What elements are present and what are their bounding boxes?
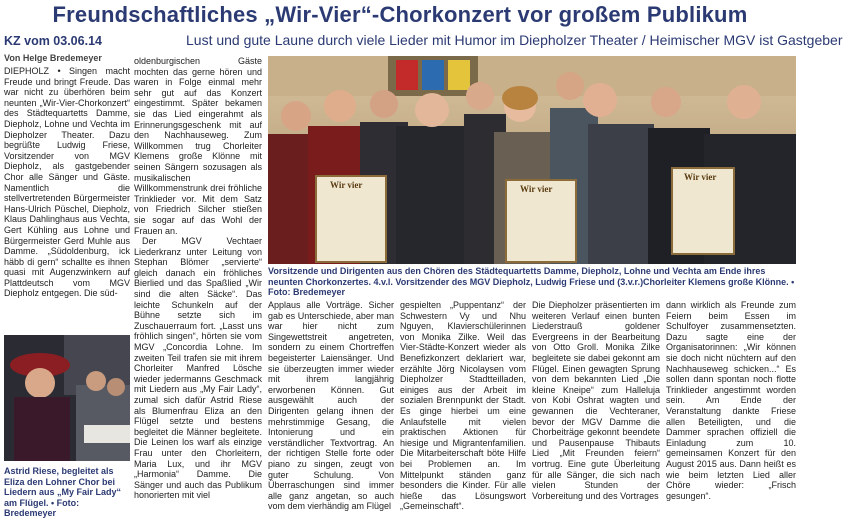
article-text: oldenburgischen Gäste mochten das gerne hören und waren in Folge einmal mehr sehr gut auf das Konzert eingestimmt. Später bekamen sie das Lied eingerahmt als Erinnerungsgeschenk mit auf den Nachhauseweg. Zum Willkommen trug Chorleiter Klemens große Klönne mit seinen Sängern sozusagen als musikalischen Willkommenstrunk drei fröhliche Trinklieder vor. Mit dem Satz von Friedrich Silcher stießen sie sogar auf das Wohl der Frauen an. [134,56,262,236]
article-column-1 [4,66,130,334]
article-text: Der MGV Vechtaer Liederkranz unter Leitung von Stephan Blömer „servierte“ gleich danach ein fröhliches Bierlied und das Spaßlied „Wir sind die alten Säcke“. Das leichte Schunkeln auf der Bühne setzte sich im Zuschauerraum fort. „Lasst uns fröhlich singen“, hörten sie vom MGV „Concordia Lohne. Im zweiten Teil trafen sie mit ihrem Chorleiter Manfred Lösche wieder jedermanns Geschmack mit Liedern aus „My Fair Lady“, zumal sich dafür Astrid Riese als Blumenfrau Eliza an den Flügel setzte und bestens begleitet die Männer begleitete. Die Leinen los warf als einzige Frau unter den Chorleitern, Maria Lux, und ihr MGV „Harmonia“ Damme. Die Sänger und auch das Publikum honorierten mit viel [134,236,262,501]
article-column-3 [268,300,394,510]
photo-caption-main: Vorsitzende und Dirigenten aus den Chören des Städtequartetts Damme, Diepholz, Lohne und Vechta am Ende ihres neunten Chorkonzertes. 4.v.l. Vorsitzender des MGV Diepholz, Ludwig Friese und (3.v.r.)Chorleiter Klemens große Klönne. • Foto: Bredemeyer [268,266,795,298]
article-column-4 [400,300,526,510]
article-column-5 [532,300,660,510]
article-text: DIEPHOLZ • Singen macht Freude und bringt Freude. Das war nicht zu überhören beim neunten „Wir-Vier-Chorkonzert“ des Städtequartetts Damme, Diepholz, Lohne und Vechta im Diepholzer Theater. Dazu begrüßte Ludwig Friese, Vorsitzender von MGV Diepholz, als gastgebender Chor alle Sänger und Gäste. Namentlich die stellvertretenden Bürgermeister Hans-Ulrich Püschel, Diepholz, Klaus Dahlinghaus aus Vechta, Gert Kühling aus Lohne und Bürgermeister Gerd Muhle aus Damme. „Südoldenburg, ick häbb di gern“ schallte es ihnen quasi mit Augenzwinkern auf Plattdeutsch vom MGV Diepholz entgegen. Die süd- [4,66,130,299]
certificate-label: Wir vier [520,184,553,194]
group-photo [268,56,796,264]
article-text: Die Diepholzer präsentierten im weiteren Verlauf einen bunten Liederstrauß goldener Evergreens in der Bearbeitung von Otto Groll. Monika Zilke begleitete sie dabei gekonnt am Flügel. Einen gewagten Sprung von dem bekannten Lied „Die kleine Kneipe“ zum Halleluja von Kobi Oshrat wagten und gewannen die Vechteraner, bevor der MGV Damme die Chorbeiträge gekonnt beendete und Pausenpause Thibauts Lied „Mit Freunden feiern“ vortrug. Eine gute Überleitung für alle Sänger, die sich nach vielen Stunden der Vorbereitung und des Vortrages [532,300,660,501]
photo-caption-small: Astrid Riese, begleitet als Eliza den Lohner Chor bei Liedern aus „My Fair Lady“ am Flügel. • Foto: Bredemeyer [4,466,122,519]
article-text: Applaus alle Vorträge. Sicher gab es Unterschiede, aber man war hier nicht zum Singewettstreit angetreten, sondern zu einem Chortreffen begeisterter Laiensänger. Und sie überzeugten immer wieder mit ihrem langjährig erworbenen Können. Gut ausgewählt auch der Dirigenten gelang ihnen der mehrstimmige Gesang, die Intonierung und ein verständlicher Textvortrag. An der richtigen Stelle forte oder piano zu singen, zeugt von guter Schulung. Von Überraschungen sind immer alle ganz angetan, so auch vom dem vierhändig am Flügel [268,300,394,512]
article-column-2 [134,56,262,508]
dateline: KZ vom 03.06.14 [4,34,102,48]
singer-photo-image [4,335,130,461]
certificate-label: Wir vier [330,180,363,190]
author-byline: Von Helge Bredemeyer [4,53,102,63]
article-column-6 [666,300,796,510]
article-text: dann wirklich als Freunde zum Feiern beim Essen im Schulfoyer zusammensetzten. Dazu sagte eine der Organisatorinnen: „Wir können sie doch nicht nüchtern auf den Nachhauseweg schicken...“ Es sollen dann spontan noch flotte Trinklieder angestimmt worden sein. Am Ende der Veranstaltung dankte Friese allen Beteiligten, und die Dammer sprachen offiziell die Einladung zum 10. gemeinsamen Konzert für den August 2015 aus. Dann heißt es wie beim letzten Lied aller Chöre wieder: „Frisch gesungen“. [666,300,796,501]
singer-photo [4,335,130,461]
article-text: gespielten „Puppentanz“ der Schwestern Vy und Nhu Nguyen, Klavierschülerinnen von Monika Zilke. Weil das Vier-Städte-Konzert wieder als Benefizkonzert deklariert war, erzählte Jörg Nicolaysen vom Diepholzer Stadtteilladen, einiges aus der Arbeit im sozialen Brennpunkt der Stadt. Es ginge hierbei um eine Anlaufstelle mit vielen praktischen Aktionen für hiesige und Migrantenfamilien. Die Mitarbeiterschaft böte Hilfe bei Problemen an. Im Mittelpunkt ständen ganz besonders die Kinder. Für alle hieße das Lösungswort „Gemeinschaft“. [400,300,526,512]
subheadline: Lust und gute Laune durch viele Lieder mit Humor im Diepholzer Theater / Heimischer MGV ist Gastgeber [186,32,843,48]
certificate-label: Wir vier [684,172,717,182]
headline: Freundschaftliches „Wir-Vier“-Chorkonzert vor großem Publikum [52,2,748,27]
group-photo-image [268,56,796,264]
